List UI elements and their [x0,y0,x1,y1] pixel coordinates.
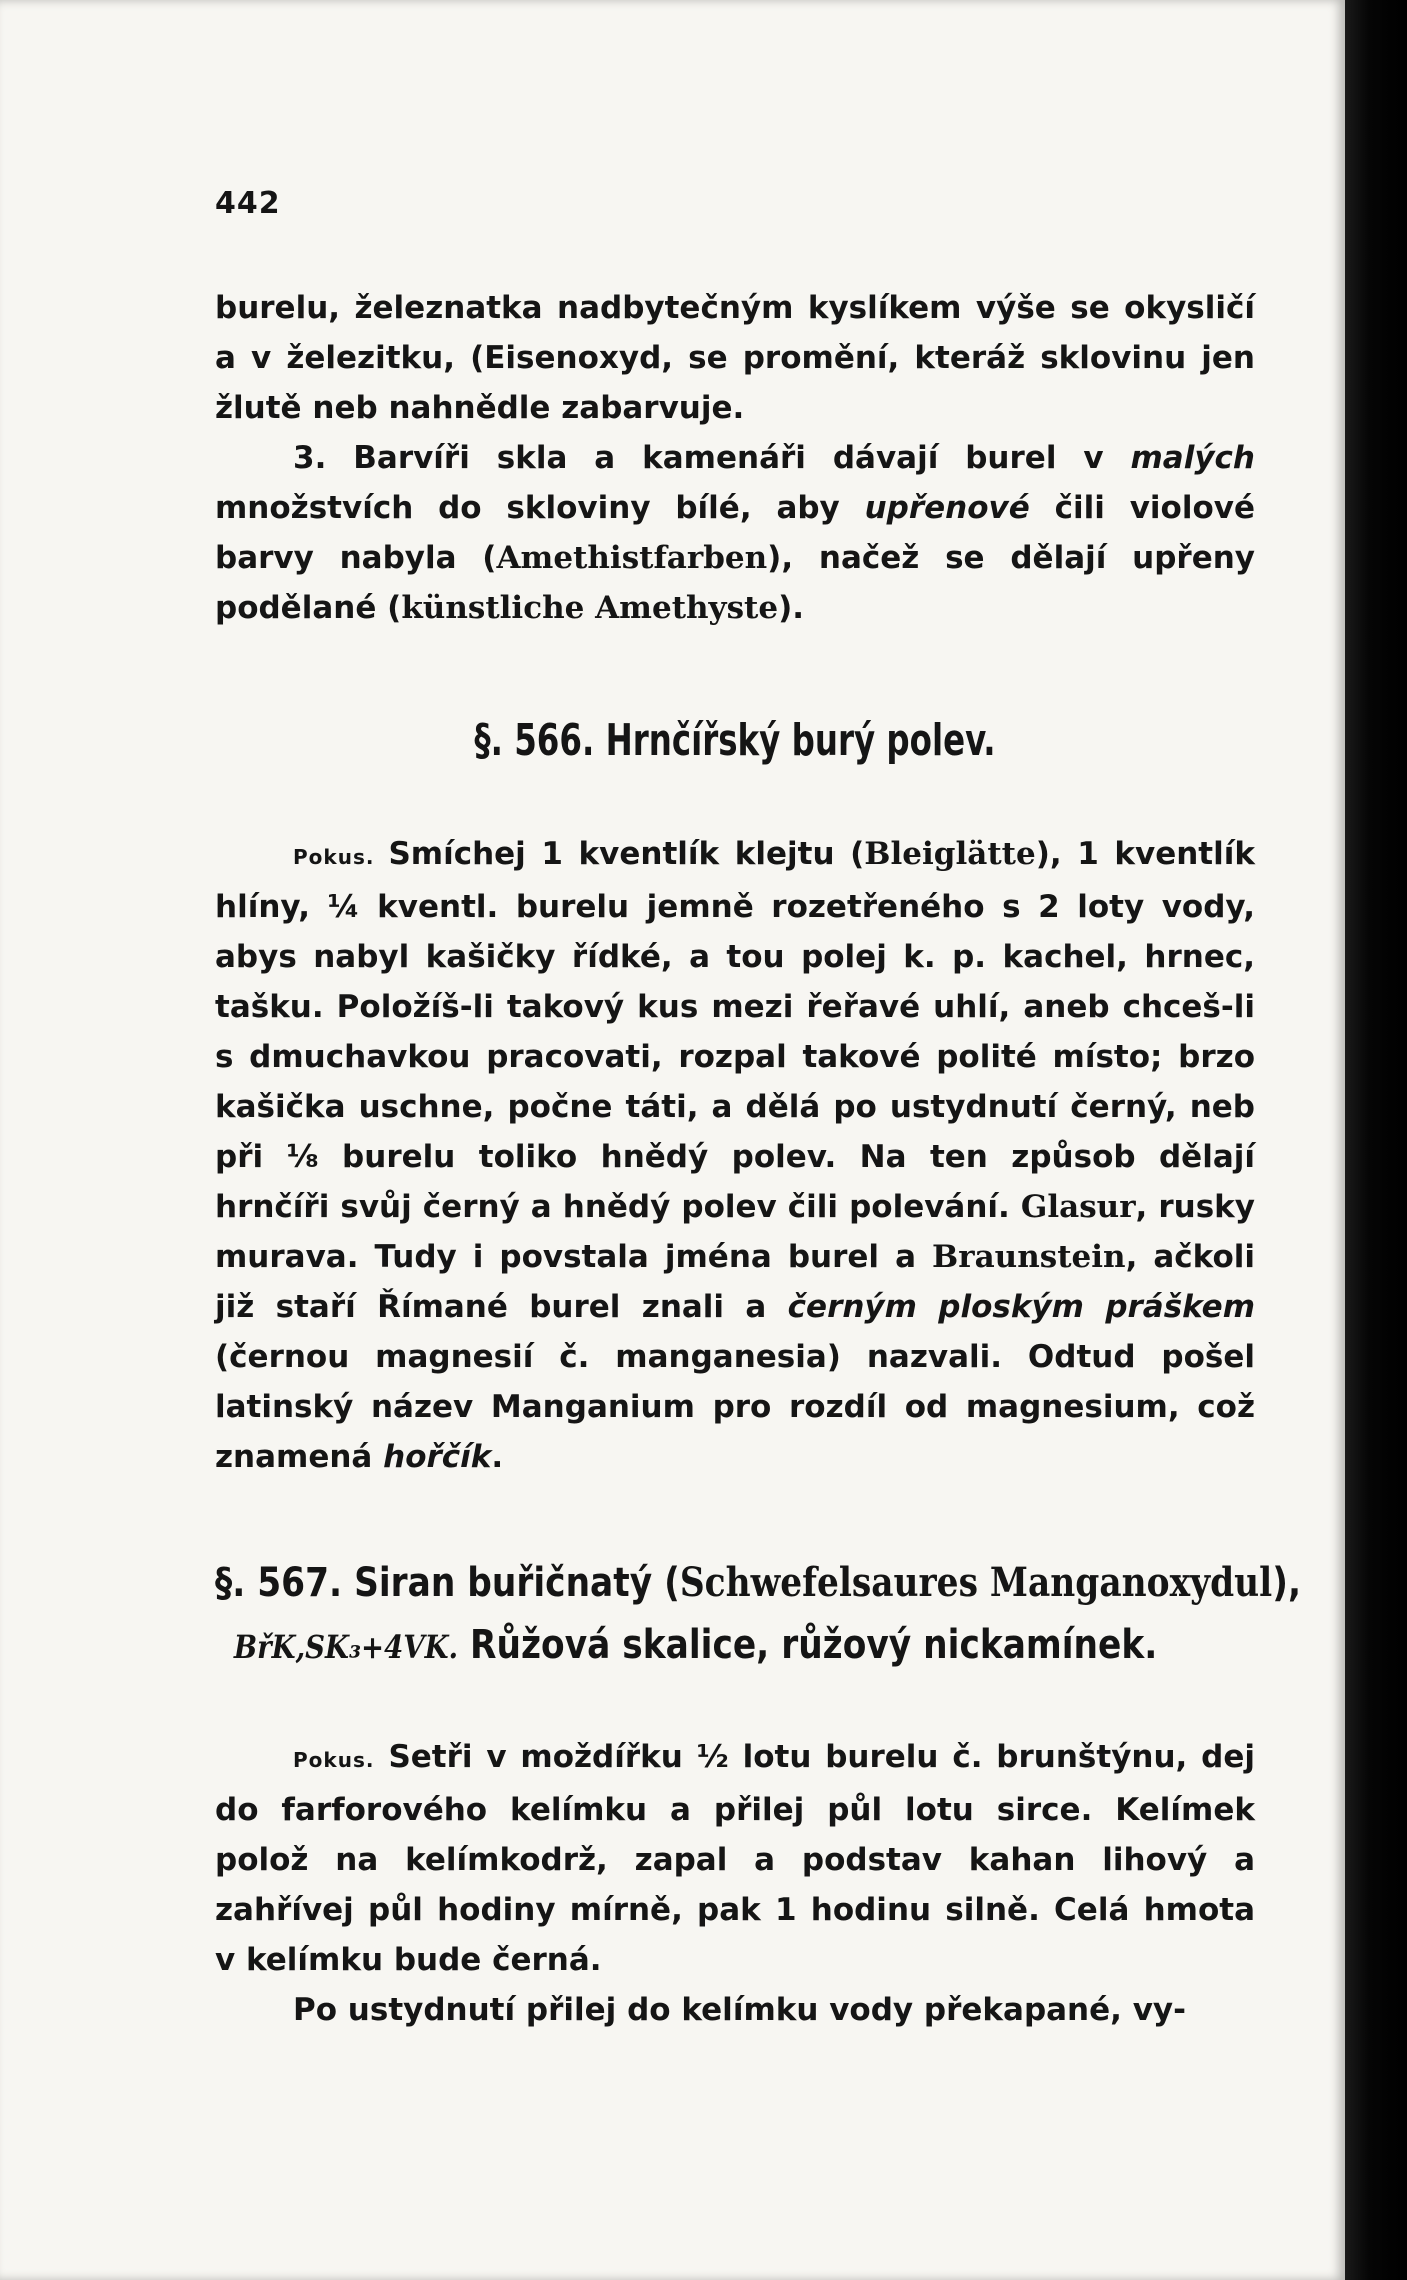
para3-text-5: (černou magnesií č. manganesia) nazvali. Odtud pošel latinský název Manganium pro rozdíl od magnesium, což znamená [215,1339,1255,1475]
para4-text: Setři v moždířku ½ lotu burelu č. brunštýnu, dej do farforového kelímku a přilej půl lotu sirce. Kelímek polož na kelímkodrž, zapal a podstav kahan lihový a zahřívej půl hodiny mírně, pak 1 hodinu silně. Celá hmota v kelímku bude černá. [215,1739,1255,1978]
paragraph-2 [215,433,1255,633]
para3-emphasis-1: černým ploským práškem [787,1289,1255,1325]
para3-text-6: . [491,1439,504,1475]
page-edge-shadow [1345,0,1407,2280]
para2-text-3: čili violové barvy nabyla ( [215,490,1255,576]
para3-emphasis-2: hořčík [383,1439,492,1475]
para3-text-3: , rusky murava. Tudy i povstala jména burel a [215,1189,1256,1275]
section-567-line2 [215,1614,1158,1678]
paragraph-4 [215,1732,1255,1985]
pokus-label-1: Pokus. [293,845,375,869]
para3-german-3: Braunstein [932,1239,1126,1275]
para2-text-2: množstvích do skloviny bílé, aby [215,490,865,526]
paragraph-5: Po ustydnutí přilej do kelímku vody překapané, vy- [293,1992,1187,2028]
para3-german-1: Bleiglätte [864,836,1036,872]
section-567-german: Schwefelsaures Manganoxydul [679,1559,1273,1606]
para2-text-4: ), načež se dělají upřeny podělané ( [215,540,1256,626]
page-number: 442 [215,186,281,221]
para2-german-2: künstliche Amethyste [401,590,779,626]
paragraph-3 [215,829,1255,1482]
para2-text-1: 3. Barvíři skla a kamenáři dávají burel v [293,440,1131,476]
para3-german-2: Glasur [1020,1189,1136,1225]
page-content [215,186,1302,2035]
section-567-formula: BřK,SK₃+4VK. [233,1628,459,1666]
section-567-title2: Růžová skalice, růžový nickamínek. [458,1622,1158,1668]
para2-text-5: ). [778,590,805,626]
section-567-heading [215,1552,1302,1678]
para3-text-2: ), 1 kventlík hlíny, ¼ kventl. burelu jemně rozetřeného s 2 loty vody, abys nabyl kašičky řídké, a tou polej k. p. kachel, hrnec, tašku. Položíš-li takový kus mezi řeřavé uhlí, aneb chceš-li s dmuchavkou pracovati, rozpal takové polité místo; brzo kašička uschne, počne táti, a dělá po ustydnutí černý, neb při ⅛ burelu toliko hnědý polev. Na ten způsob dělají hrnčíři svůj černý a hnědý polev čili polevání. [215,836,1255,1225]
para2-german-1: Amethistfarben [496,540,768,576]
pokus-label-2: Pokus. [293,1748,375,1772]
section-566-heading: §. 566. Hrnčířský burý polev. [474,715,996,766]
para3-text-4: , ačkoli již staří Římané burel znali a [215,1239,1255,1325]
para3-text-1: Smíchej 1 kventlík klejtu ( [388,836,865,872]
para2-emphasis-2: upřenové [864,490,1030,526]
section-567-suffix: ), [1272,1560,1302,1606]
para2-emphasis-1: malých [1130,440,1255,476]
section-567-prefix: §. 567. Siran buřičnatý ( [215,1560,680,1606]
paragraph-1: burelu, železnatka nadbytečným kyslíkem výše se okysličí a v železitku, (Eisenoxyd, se promění, kteráž sklovinu jen žlutě neb nahnědle zabarvuje. [215,290,1255,426]
